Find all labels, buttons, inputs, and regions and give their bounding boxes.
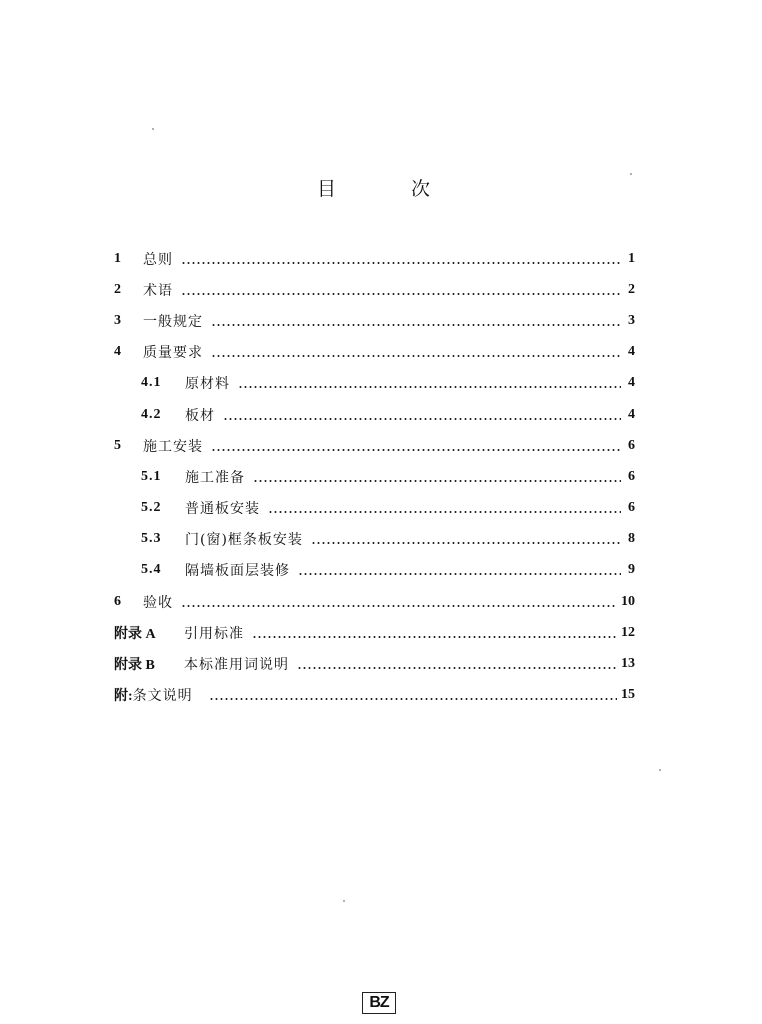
toc-entry-page: 10 xyxy=(621,593,635,609)
toc-entry-page: 13 xyxy=(621,656,635,672)
toc-entry-page: 4 xyxy=(628,344,635,360)
toc-entry-5-2[interactable] xyxy=(114,493,635,524)
dot-leader xyxy=(211,345,621,359)
toc-entry-page: 8 xyxy=(628,531,635,547)
toc-entry-appendix-b[interactable] xyxy=(114,648,635,679)
toc-entry-number: 5.4 xyxy=(141,562,162,578)
toc-entry-label: 总则 xyxy=(143,251,173,268)
toc-entry-label: 施工安装 xyxy=(143,438,203,455)
dot-leader xyxy=(223,408,621,422)
dot-leader xyxy=(209,688,617,702)
dot-leader xyxy=(181,252,621,266)
toc-entry-page: 6 xyxy=(628,468,635,484)
dot-leader xyxy=(252,626,617,640)
toc-entry-page: 15 xyxy=(621,687,635,703)
toc-entry-page: 6 xyxy=(628,437,635,453)
publisher-logo: BZ xyxy=(362,992,396,1014)
toc-title-char-1: 目 xyxy=(317,178,337,200)
toc-entry-label: 术语 xyxy=(143,282,173,299)
toc-entry-label: 条文说明 xyxy=(132,688,193,705)
dot-leader xyxy=(181,283,621,297)
toc-entry-number: 附录 B xyxy=(114,658,155,674)
toc-entry-5[interactable] xyxy=(114,430,635,461)
toc-entry-5-4[interactable] xyxy=(114,555,635,586)
toc-entry-appendix-a[interactable] xyxy=(114,617,635,648)
dot-leader xyxy=(181,595,617,609)
toc-entry-5-3[interactable] xyxy=(114,524,635,555)
scan-speck xyxy=(343,900,345,902)
toc-entry-label: 引用标准 xyxy=(184,625,244,642)
dot-leader xyxy=(268,501,621,515)
toc-entry-label: 验收 xyxy=(143,594,173,611)
toc-entry-number: 5.2 xyxy=(141,500,162,516)
toc-entry-label: 门(窗)框条板安装 xyxy=(185,532,303,549)
toc-entry-label: 质量要求 xyxy=(143,345,203,362)
dot-leader xyxy=(297,657,617,671)
toc-entry-number: 附: xyxy=(114,689,133,705)
scan-speck xyxy=(659,769,661,771)
dot-leader xyxy=(311,532,621,546)
toc-entry-page: 4 xyxy=(628,406,635,422)
toc-title-char-2: 次 xyxy=(411,178,431,200)
dot-leader xyxy=(253,470,621,484)
toc-entry-3[interactable] xyxy=(114,305,635,336)
toc-entry-number: 附录 A xyxy=(114,626,156,642)
toc-entry-label: 本标准用词说明 xyxy=(184,657,289,674)
toc-entry-label: 施工准备 xyxy=(185,469,245,486)
toc-entry-commentary[interactable] xyxy=(114,680,635,711)
toc-entry-1[interactable] xyxy=(114,243,635,274)
scan-speck xyxy=(152,128,154,130)
toc-entry-4-2[interactable] xyxy=(114,399,635,430)
toc-entry-number: 4.1 xyxy=(141,375,162,391)
table-of-contents xyxy=(114,243,635,711)
toc-entry-page: 12 xyxy=(621,624,635,640)
toc-entry-label: 隔墙板面层装修 xyxy=(185,563,290,580)
toc-entry-6[interactable] xyxy=(114,586,635,617)
toc-entry-page: 2 xyxy=(628,281,635,297)
toc-entry-number: 4.2 xyxy=(141,406,162,422)
toc-entry-number: 5 xyxy=(114,437,121,453)
toc-entry-number: 3 xyxy=(114,312,121,328)
toc-entry-page: 6 xyxy=(628,500,635,516)
dot-leader xyxy=(238,376,621,390)
toc-entry-number: 1 xyxy=(114,250,121,266)
toc-entry-label: 原材料 xyxy=(185,376,230,393)
toc-entry-page: 3 xyxy=(628,312,635,328)
dot-leader xyxy=(298,563,621,577)
dot-leader xyxy=(211,439,621,453)
toc-entry-number: 5.1 xyxy=(141,468,162,484)
toc-entry-label: 板材 xyxy=(185,407,215,424)
toc-entry-page: 1 xyxy=(628,250,635,266)
toc-entry-5-1[interactable] xyxy=(114,461,635,492)
scan-speck xyxy=(630,173,632,175)
toc-entry-number: 2 xyxy=(114,281,121,297)
toc-entry-2[interactable] xyxy=(114,274,635,305)
toc-entry-page: 4 xyxy=(628,375,635,391)
toc-entry-4-1[interactable] xyxy=(114,368,635,399)
toc-title xyxy=(0,174,762,204)
toc-entry-number: 5.3 xyxy=(141,531,162,547)
dot-leader xyxy=(211,314,621,328)
toc-entry-number: 4 xyxy=(114,344,121,360)
toc-entry-label: 普通板安装 xyxy=(185,501,260,518)
toc-entry-number: 6 xyxy=(114,593,121,609)
toc-entry-label: 一般规定 xyxy=(143,313,203,330)
toc-entry-4[interactable] xyxy=(114,337,635,368)
toc-entry-page: 9 xyxy=(628,562,635,578)
